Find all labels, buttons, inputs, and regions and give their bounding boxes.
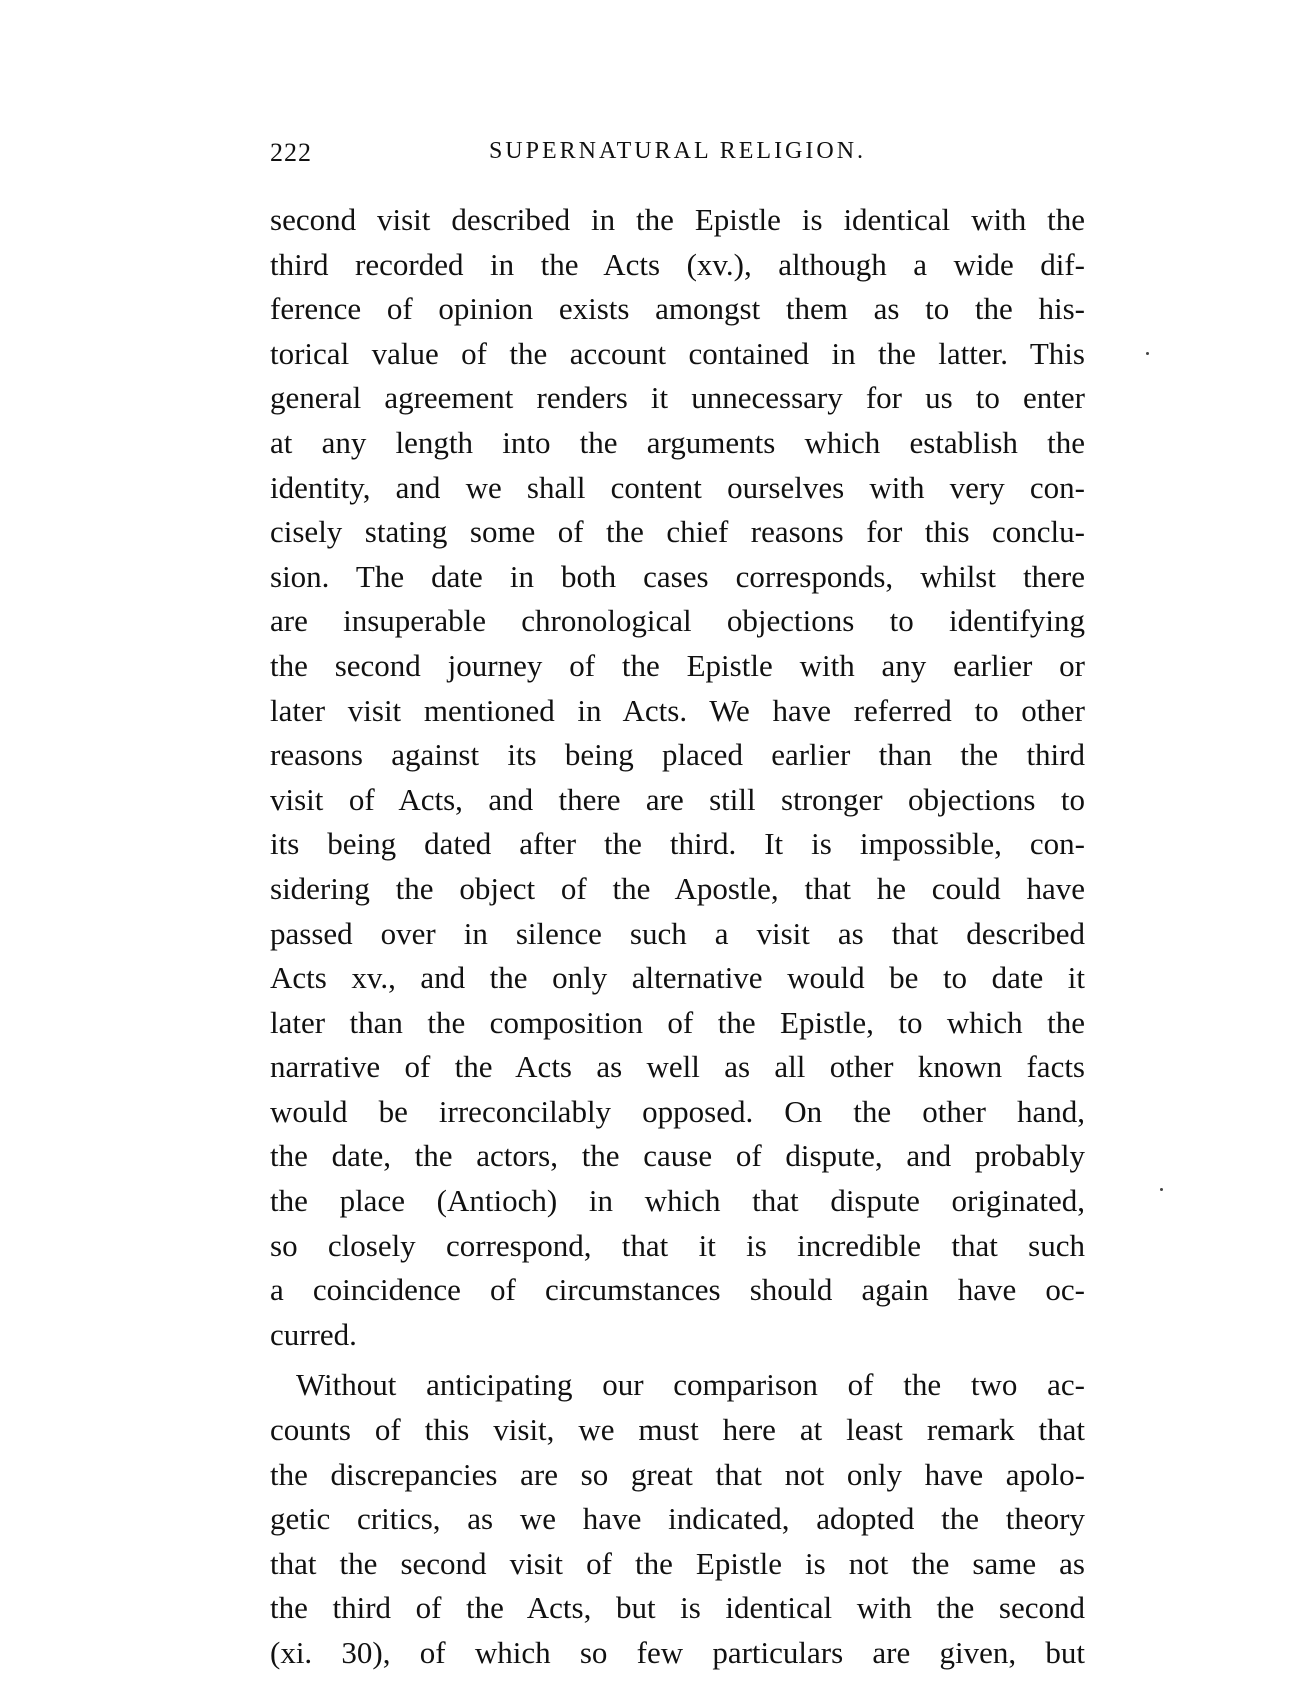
text-line: its being dated after the third. It is impossible, con- bbox=[270, 826, 1085, 862]
text-line: the date, the actors, the cause of dispute, and probably bbox=[270, 1138, 1085, 1174]
text-line: general agreement renders it unnecessary for us to enter bbox=[270, 380, 1085, 416]
text-line: that the second visit of the Epistle is not the same as bbox=[270, 1545, 1085, 1581]
text-line: narrative of the Acts as well as all other known facts bbox=[270, 1049, 1085, 1085]
text-line: identity, and we shall content ourselves with very con- bbox=[270, 469, 1085, 505]
text-line: reasons against its being placed earlier than the third bbox=[270, 737, 1085, 773]
text-line: third recorded in the Acts (xv.), although a wide dif- bbox=[270, 246, 1085, 282]
text-line: at any length into the arguments which establish the bbox=[270, 424, 1085, 460]
page-number: 222 bbox=[270, 138, 312, 167]
text-line: sion. The date in both cases corresponds, whilst there bbox=[270, 558, 1085, 594]
scan-speck bbox=[1160, 1188, 1163, 1191]
text-line: torical value of the account contained in the latter. This bbox=[270, 335, 1085, 371]
text-line: second visit described in the Epistle is identical with the bbox=[270, 202, 1085, 237]
paragraph-2 bbox=[270, 1363, 1085, 1675]
text-line: getic critics, as we have indicated, adopted the theory bbox=[270, 1501, 1085, 1537]
page-header bbox=[270, 138, 1085, 178]
text-line: the second journey of the Epistle with any earlier or bbox=[270, 647, 1085, 683]
text-line: ference of opinion exists amongst them as to the his- bbox=[270, 291, 1085, 327]
text-line: curred. bbox=[270, 1316, 357, 1352]
text-line: the discrepancies are so great that not only have apolo- bbox=[270, 1456, 1085, 1492]
text-line: are insuperable chronological objections to identifying bbox=[270, 603, 1085, 639]
text-line: (xi. 30), of which so few particulars are given, but bbox=[270, 1635, 1085, 1670]
paragraph-1 bbox=[270, 198, 1085, 1357]
text-line: a coincidence of circumstances should again have oc- bbox=[270, 1272, 1085, 1308]
text-line: Without anticipating our comparison of the two ac- bbox=[296, 1367, 1085, 1403]
scan-speck bbox=[1146, 352, 1149, 355]
text-line: sidering the object of the Apostle, that he could have bbox=[270, 870, 1085, 906]
text-line: counts of this visit, we must here at least remark that bbox=[270, 1412, 1085, 1448]
text-line: later than the composition of the Epistle, to which the bbox=[270, 1004, 1085, 1040]
text-line: would be irreconcilably opposed. On the other hand, bbox=[270, 1093, 1085, 1129]
text-line: the place (Antioch) in which that dispute originated, bbox=[270, 1183, 1085, 1219]
running-head: SUPERNATURAL RELIGION. bbox=[488, 138, 867, 164]
text-line: visit of Acts, and there are still stronger objections to bbox=[270, 781, 1085, 817]
text-line: later visit mentioned in Acts. We have referred to other bbox=[270, 692, 1085, 728]
text-line: cisely stating some of the chief reasons for this conclu- bbox=[270, 514, 1085, 550]
text-line: so closely correspond, that it is incredible that such bbox=[270, 1227, 1085, 1263]
body-text bbox=[270, 198, 1085, 1676]
text-line: the third of the Acts, but is identical with the second bbox=[270, 1590, 1085, 1626]
text-line: passed over in silence such a visit as that described bbox=[270, 915, 1085, 951]
text-line: Acts xv., and the only alternative would be to date it bbox=[270, 960, 1085, 996]
